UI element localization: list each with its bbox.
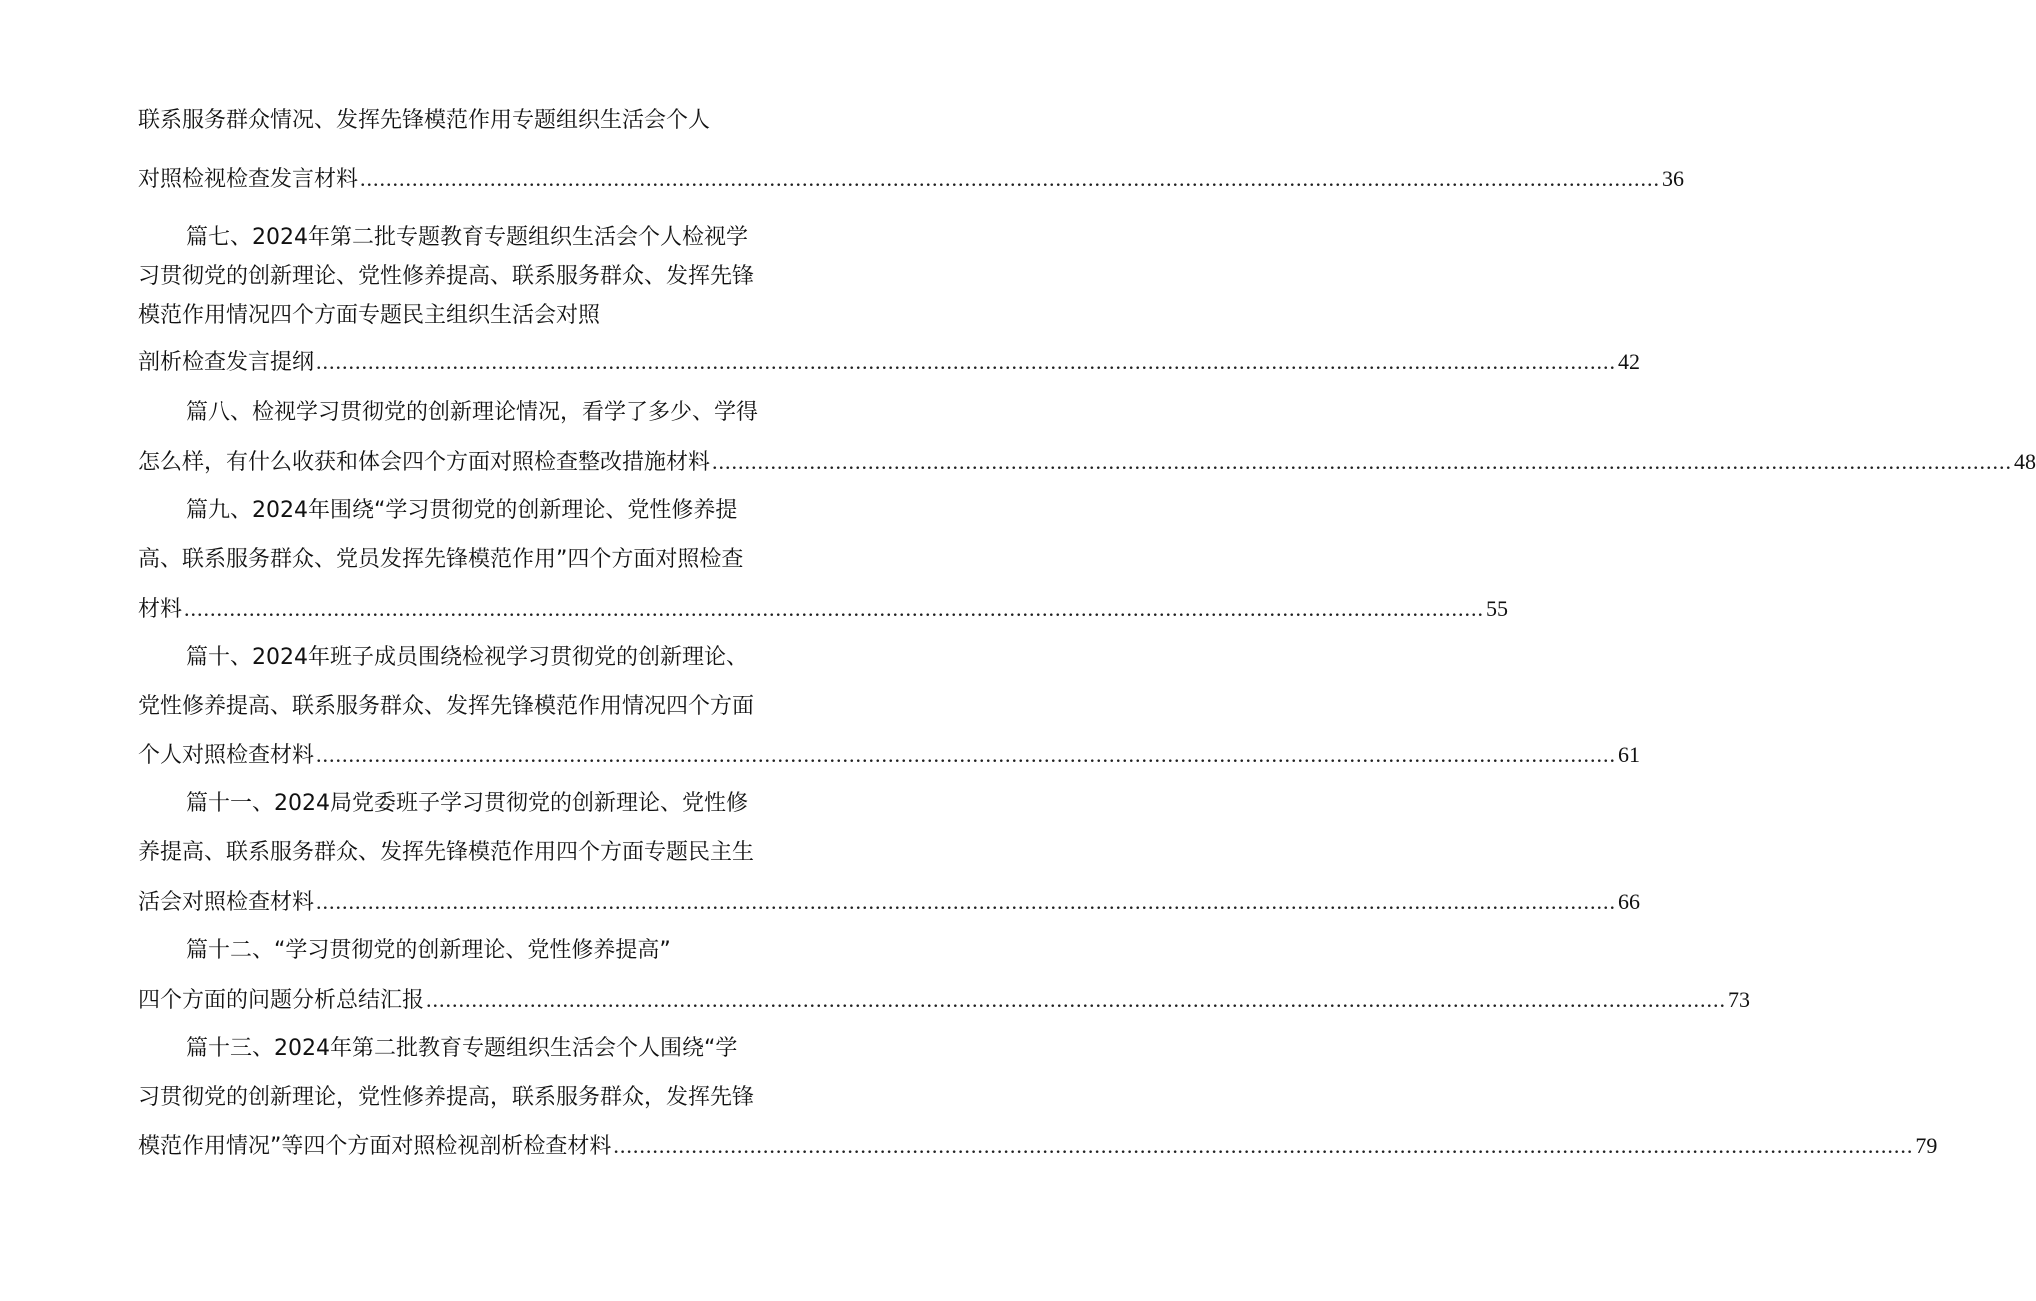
page-number: 55 [1486,596,1509,621]
toc-entry-line: 篇九、2024年围绕“学习贯彻党的创新理论、党性修养提 [186,498,738,523]
toc-entry-line: 篇十三、2024年第二批教育专题组织生活会个人围绕“学 [186,1036,738,1061]
toc-entry-title-tail: 对照检视检查发言材料 [138,167,359,192]
dot-leader: ........................................................................................................................................................................................................ [712,449,2013,474]
toc-entry-line: 高、联系服务群众、党员发挥先锋模范作用”四个方面对照检查 [138,547,744,572]
toc-entry-line: 篇十二、“学习贯彻党的创新理论、党性修养提高” [186,938,671,963]
page-number: 79 [1915,1133,1938,1158]
dot-leader: ........................................................................................................................................................................................................ [360,166,1661,191]
toc-entry-last-line[interactable] [138,164,1685,194]
toc-entry-line: 篇十、2024年班子成员围绕检视学习贯彻党的创新理论、 [186,645,748,670]
dot-leader: ........................................................................................................................................................................................................ [316,889,1617,914]
toc-entry-title-tail: 材料 [138,597,183,622]
dot-leader: ........................................................................................................................................................................................................ [316,742,1617,767]
toc-entry-line: 篇八、检视学习贯彻党的创新理论情况，看学了多少、学得 [186,400,759,425]
page-number: 36 [1662,166,1685,191]
toc-entry-last-line[interactable] [138,740,1641,770]
page-number: 66 [1618,889,1641,914]
toc-entry-line: 养提高、联系服务群众、发挥先锋模范作用四个方面专题民主生 [138,840,755,865]
dot-leader: ........................................................................................................................................................................................................ [184,596,1485,621]
toc-entry-title-tail: 剖析检查发言提纲 [138,350,315,375]
toc-entry-title-tail: 个人对照检查材料 [138,743,315,768]
toc-entry-last-line[interactable] [138,1131,1938,1161]
dot-leader: ........................................................................................................................................................................................................ [613,1133,1914,1158]
toc-entry-line: 篇七、2024年第二批专题教育专题组织生活会个人检视学 [186,225,748,250]
toc-entry-last-line[interactable] [138,447,2036,477]
dot-leader: ........................................................................................................................................................................................................ [316,349,1617,374]
toc-entry-title-tail: 怎么样，有什么收获和体会四个方面对照检查整改措施材料 [138,450,711,475]
toc-entry-last-line[interactable] [138,594,1509,624]
toc-entry-line: 篇十一、2024局党委班子学习贯彻党的创新理论、党性修 [186,791,748,816]
toc-entry-last-line[interactable] [138,347,1641,377]
toc-entry-line: 党性修养提高、联系服务群众、发挥先锋模范作用情况四个方面 [138,694,755,719]
toc-entry-line: 模范作用情况四个方面专题民主组织生活会对照 [138,303,601,328]
toc-entry-line: 习贯彻党的创新理论，党性修养提高，联系服务群众，发挥先锋 [138,1085,755,1110]
toc-entry-title-tail: 活会对照检查材料 [138,890,315,915]
page-number: 48 [2014,449,2036,474]
toc-entry-last-line[interactable] [138,985,1751,1015]
page-number: 42 [1618,349,1641,374]
page-number: 73 [1728,987,1751,1012]
toc-entry-line: 习贯彻党的创新理论、党性修养提高、联系服务群众、发挥先锋 [138,264,755,289]
page-number: 61 [1618,742,1641,767]
toc-entry-last-line[interactable] [138,887,1641,917]
toc-entry-line: 联系服务群众情况、发挥先锋模范作用专题组织生活会个人 [138,108,711,133]
toc-entry-title-tail: 四个方面的问题分析总结汇报 [138,988,425,1013]
dot-leader: ........................................................................................................................................................................................................ [426,987,1727,1012]
toc-entry-title-tail: 模范作用情况”等四个方面对照检视剖析检查材料 [138,1134,612,1159]
